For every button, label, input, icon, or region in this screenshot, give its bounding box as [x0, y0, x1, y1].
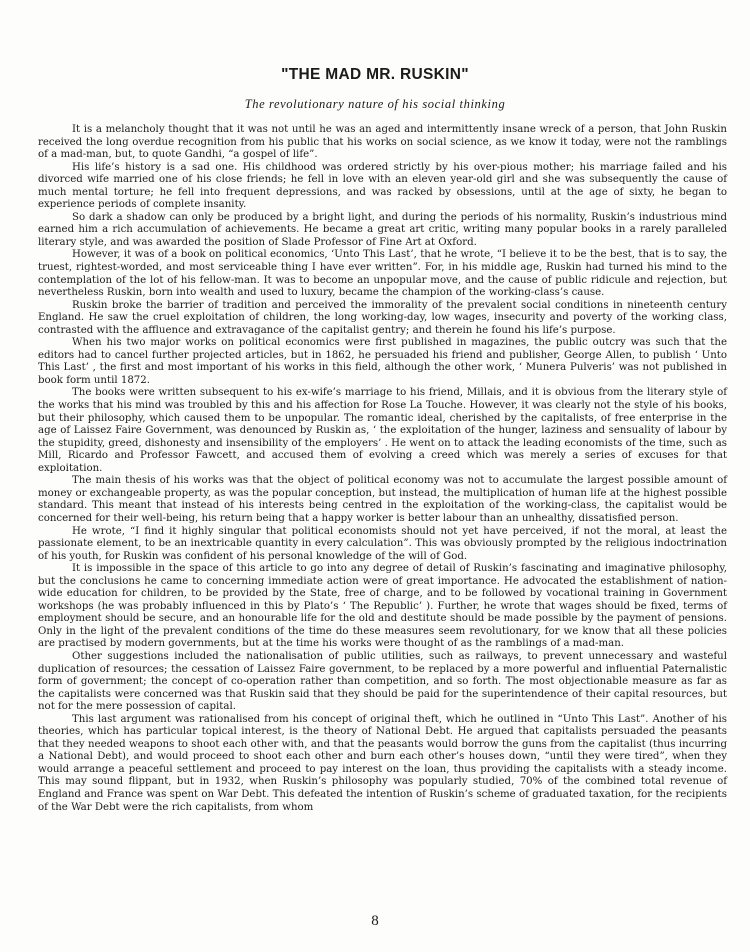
- paragraph-5: Ruskin broke the barrier of tradition and perceived the immorality of the prevalent social conditions in nineteenth century England. He saw the cruel exploitation of children, the long working-day, low wages, insecurity and poverty of the working class, contrasted with the affluence and extravagance of the capitalist gentry; and therein he found his life’s purpose.: [38, 299, 727, 336]
- paragraph-8: The main thesis of his works was that the object of political economy was not to accumulate the largest possible amount of money or exchangeable property, as was the popular conception, but instead, the multiplication of human life at the highest possible standard. This meant that instead of his interests being centred in the exploitation of the working-class, the capitalist would be concerned for their well-being, his return being that a happy worker is better labour than an unhealthy, dissatisfied person.: [38, 475, 727, 524]
- page-number: 8: [371, 913, 379, 929]
- article-title: "THE MAD MR. RUSKIN": [281, 66, 469, 83]
- article-subtitle: The revolutionary nature of his social thinking: [244, 97, 506, 111]
- article-body: [38, 124, 727, 814]
- paragraph-9: He wrote, “I find it highly singular that political economists should not yet have perceived, if not the moral, at least the passionate element, to be an inextricable quantity in every calculation”. This was obviously prompted by the religious indoctrination of his youth, for Ruskin was confident of his personal knowledge of the will of God.: [38, 525, 727, 562]
- paragraph-11: Other suggestions included the nationalisation of public utilities, such as railways, to prevent unnecessary and wasteful duplication of resources; the cessation of Laissez Faire government, to be replaced by a more powerful and influential Paternalistic form of government; the concept of co-operation rather than competition, and so forth. The most objectionable measure as far as the capitalists were concerned was that Ruskin said that they should be paid for the superintendence of their capital resources, but not for the mere possession of capital.: [38, 650, 727, 713]
- paragraph-12: This last argument was rationalised from his concept of original theft, which he outlined in “Unto This Last”. Another of his theories, which has particular topical interest, is the theory of National Debt. He argued that capitalists persuaded the peasants that they needed weapons to shoot each other with, and that the peasants would borrow the guns from the capitalist (thus incurring a National Debt), and would proceed to shoot each other and burn each other’s houses down, “until they were tired”, when they would arrange a peaceful settlement and proceed to pay interest on the loan, thus providing the capitalists with a steady income. This may sound flippant, but in 1932, when Ruskin’s philosophy was popularly studied, 70% of the combined total revenue of England and France was spent on War Debt. This defeated the intention of Ruskin’s scheme of graduated taxation, for the recipients of the War Debt were the rich capitalists, from whom: [38, 713, 727, 813]
- paragraph-3: So dark a shadow can only be produced by a bright light, and during the periods of his normality, Ruskin’s industrious mind earned him a rich accumulation of achievements. He became a great art critic, writing many popular books in a rarely paralleled literary style, and was awarded the position of Slade Professor of Fine Art at Oxford.: [38, 211, 727, 248]
- paragraph-10: It is impossible in the space of this article to go into any degree of detail of Ruskin’s fascinating and imaginative philosophy, but the conclusions he came to concerning immediate action were of great importance. He advocated the establishment of nation-wide education for children, to be provided by the State, free of charge, and to be followed by vocational training in Government workshops (he was probably influenced in this by Plato’s ‘ The Republic’ ). Further, he wrote that wages should be fixed, terms of employment should be secure, and an honourable life for the old and destitute should be made possible by the payment of pensions. Only in the light of the prevalent conditions of the time do these measures seem revolutionary, for we know that all these policies are practised by modern governments, but at the time his works were thought of as the ramblings of a mad-man.: [38, 563, 727, 650]
- paragraph-7: The books were written subsequent to his ex-wife’s marriage to his friend, Millais, and it is obvious from the literary style of the works that his mind was troubled by this and his affection for Rose La Touche. However, it was clearly not the style of his books, but their philosophy, which caused them to be unpopular. The romantic ideal, cherished by the capitalists, of free enterprise in the age of Laissez Faire Government, was denounced by Ruskin as, ‘ the exploitation of the hunger, laziness and sensuality of labour by the stupidity, greed, dishonesty and insensibility of the employers’ . He went on to attack the leading economists of the time, such as Mill, Ricardo and Professor Fawcett, and accused them of evolving a creed which was merely a series of excuses for that exploitation.: [38, 387, 727, 474]
- paragraph-4: However, it was of a book on political economics, ‘Unto This Last’, that he wrote, “I believe it to be the best, that is to say, the truest, rightest-worded, and most serviceable thing I have ever written”. For, in his middle age, Ruskin had turned his mind to the contemplation of the lot of his fellow-man. It was to become an unpopular move, and the cause of public ridicule and rejection, but nevertheless Ruskin, born into wealth and used to luxury, became the champion of the working-class’s cause.: [38, 249, 727, 299]
- paragraph-1: It is a melancholy thought that it was not until he was an aged and intermittently insane wreck of a person, that John Ruskin received the long overdue recognition from his public that his works on social science, as we know it today, were not the ramblings of a mad-man, but, to quote Gandhi, “a gospel of life”.: [38, 124, 727, 161]
- paragraph-2: His life’s history is a sad one. His childhood was ordered strictly by his over-pious mother; his marriage failed and his divorced wife married one of his close friends; he fell in love with an eleven year-old girl and she was subsequently the cause of much mental torture; he fell into frequent depressions, and was racked by obsessions, until at the age of sixty, he began to experience periods of complete insanity.: [38, 161, 727, 211]
- paragraph-6: When his two major works on political economics were first published in magazines, the public outcry was such that the editors had to cancel further projected articles, but in 1862, he persuaded his friend and publisher, George Allen, to publish ‘ Unto This Last’ , the first and most important of his works in this field, although the other work, ‘ Munera Pulveris’ was not published in book form until 1872.: [38, 337, 727, 386]
